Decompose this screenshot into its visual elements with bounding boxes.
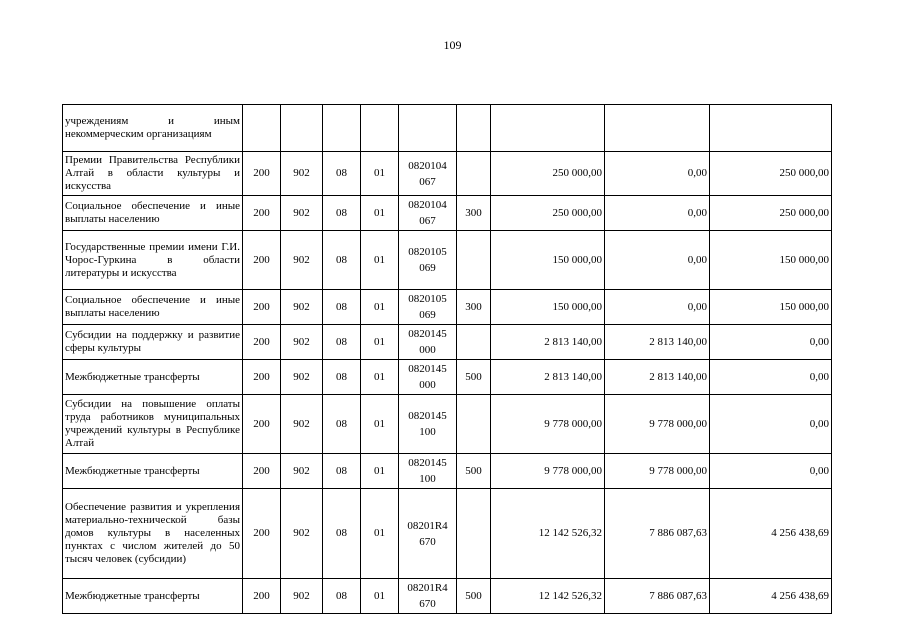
reg-cell: 0,00 <box>710 325 832 360</box>
csr-cell: 0820145 100 <box>399 395 457 454</box>
row-name: Межбюджетные трансферты <box>63 360 243 395</box>
fed-cell: 7 886 087,63 <box>605 489 710 579</box>
sub-cell: 01 <box>361 395 399 454</box>
reg-cell: 250 000,00 <box>710 152 832 196</box>
grbs-cell: 200 <box>243 579 281 614</box>
rz-cell: 902 <box>281 360 323 395</box>
sub-cell: 01 <box>361 489 399 579</box>
table-row <box>63 360 832 395</box>
sub-cell: 01 <box>361 360 399 395</box>
fed-cell: 2 813 140,00 <box>605 360 710 395</box>
sub-cell: 01 <box>361 454 399 489</box>
vr-cell: 500 <box>457 579 491 614</box>
total-cell: 12 142 526,32 <box>491 489 605 579</box>
row-name: Межбюджетные трансферты <box>63 579 243 614</box>
rz-cell: 902 <box>281 454 323 489</box>
table-row <box>63 454 832 489</box>
table-row <box>63 152 832 196</box>
total-cell: 12 142 526,32 <box>491 579 605 614</box>
vr-cell <box>457 231 491 290</box>
total-cell: 2 813 140,00 <box>491 360 605 395</box>
rz-cell: 902 <box>281 231 323 290</box>
pr-cell: 08 <box>323 325 361 360</box>
reg-cell: 0,00 <box>710 395 832 454</box>
row-name: Государственные премии имени Г.И. Чорос-Гуркина в области литературы и искусства <box>63 231 243 290</box>
table-row <box>63 325 832 360</box>
row-name: Премии Правительства Республики Алтай в области культуры и искусства <box>63 152 243 196</box>
total-cell: 250 000,00 <box>491 196 605 231</box>
csr-cell: 0820104 067 <box>399 196 457 231</box>
rz-cell: 902 <box>281 290 323 325</box>
grbs-cell: 200 <box>243 231 281 290</box>
grbs-cell: 200 <box>243 196 281 231</box>
pr-cell: 08 <box>323 290 361 325</box>
fed-cell: 0,00 <box>605 152 710 196</box>
fed-cell: 9 778 000,00 <box>605 454 710 489</box>
sub-cell: 01 <box>361 290 399 325</box>
grbs-cell: 200 <box>243 325 281 360</box>
rz-cell: 902 <box>281 325 323 360</box>
table-row <box>63 231 832 290</box>
reg-cell: 0,00 <box>710 360 832 395</box>
fed-cell: 7 886 087,63 <box>605 579 710 614</box>
reg-cell: 0,00 <box>710 454 832 489</box>
row-name: учреждениям и иным некоммерческим организациям <box>63 105 243 152</box>
vr-cell <box>457 395 491 454</box>
rz-cell: 902 <box>281 489 323 579</box>
fed-cell: 0,00 <box>605 290 710 325</box>
csr-cell: 0820145 000 <box>399 325 457 360</box>
csr-cell: 0820105 069 <box>399 231 457 290</box>
pr-cell: 08 <box>323 360 361 395</box>
table-row <box>63 489 832 579</box>
pr-cell: 08 <box>323 395 361 454</box>
pr-cell: 08 <box>323 489 361 579</box>
table-row <box>63 196 832 231</box>
row-name: Субсидии на поддержку и развитие сферы культуры <box>63 325 243 360</box>
row-name: Межбюджетные трансферты <box>63 454 243 489</box>
vr-cell: 300 <box>457 196 491 231</box>
sub-cell: 01 <box>361 325 399 360</box>
total-cell: 150 000,00 <box>491 231 605 290</box>
vr-cell: 300 <box>457 290 491 325</box>
reg-cell: 4 256 438,69 <box>710 489 832 579</box>
vr-cell <box>457 489 491 579</box>
rz-cell: 902 <box>281 196 323 231</box>
csr-cell: 08201R4 670 <box>399 489 457 579</box>
row-name: Обеспечение развития и укрепления материально-технической базы домов культуры в населенных пунктах с числом жителей до 50 тысяч человек (субсидии) <box>63 489 243 579</box>
page-number: 109 <box>443 38 462 52</box>
row-name: Социальное обеспечение и иные выплаты населению <box>63 290 243 325</box>
csr-cell: 0820104 067 <box>399 152 457 196</box>
vr-cell <box>457 325 491 360</box>
total-cell: 250 000,00 <box>491 152 605 196</box>
csr-cell: 0820145 100 <box>399 454 457 489</box>
grbs-cell: 200 <box>243 360 281 395</box>
sub-cell: 01 <box>361 579 399 614</box>
rz-cell: 902 <box>281 395 323 454</box>
reg-cell: 150 000,00 <box>710 231 832 290</box>
table-row <box>63 290 832 325</box>
reg-cell: 250 000,00 <box>710 196 832 231</box>
grbs-cell: 200 <box>243 152 281 196</box>
row-name: Субсидии на повышение оплаты труда работников муниципальных учреждений культуры в Республике Алтай <box>63 395 243 454</box>
sub-cell: 01 <box>361 231 399 290</box>
rz-cell: 902 <box>281 152 323 196</box>
vr-cell: 500 <box>457 454 491 489</box>
pr-cell: 08 <box>323 231 361 290</box>
csr-cell: 0820105 069 <box>399 290 457 325</box>
pr-cell: 08 <box>323 454 361 489</box>
reg-cell: 4 256 438,69 <box>710 579 832 614</box>
table-row <box>63 105 832 152</box>
grbs-cell: 200 <box>243 395 281 454</box>
budget-table <box>62 104 832 614</box>
table-row <box>63 395 832 454</box>
reg-cell: 150 000,00 <box>710 290 832 325</box>
fed-cell: 9 778 000,00 <box>605 395 710 454</box>
total-cell: 150 000,00 <box>491 290 605 325</box>
csr-cell: 08201R4 670 <box>399 579 457 614</box>
sub-cell: 01 <box>361 196 399 231</box>
total-cell: 2 813 140,00 <box>491 325 605 360</box>
table-row <box>63 579 832 614</box>
sub-cell: 01 <box>361 152 399 196</box>
grbs-cell: 200 <box>243 454 281 489</box>
vr-cell <box>457 152 491 196</box>
fed-cell: 0,00 <box>605 196 710 231</box>
row-name: Социальное обеспечение и иные выплаты населению <box>63 196 243 231</box>
grbs-cell: 200 <box>243 290 281 325</box>
pr-cell: 08 <box>323 196 361 231</box>
total-cell: 9 778 000,00 <box>491 454 605 489</box>
fed-cell: 0,00 <box>605 231 710 290</box>
rz-cell: 902 <box>281 579 323 614</box>
fed-cell: 2 813 140,00 <box>605 325 710 360</box>
csr-cell: 0820145 000 <box>399 360 457 395</box>
vr-cell: 500 <box>457 360 491 395</box>
grbs-cell: 200 <box>243 489 281 579</box>
pr-cell: 08 <box>323 579 361 614</box>
pr-cell: 08 <box>323 152 361 196</box>
total-cell: 9 778 000,00 <box>491 395 605 454</box>
